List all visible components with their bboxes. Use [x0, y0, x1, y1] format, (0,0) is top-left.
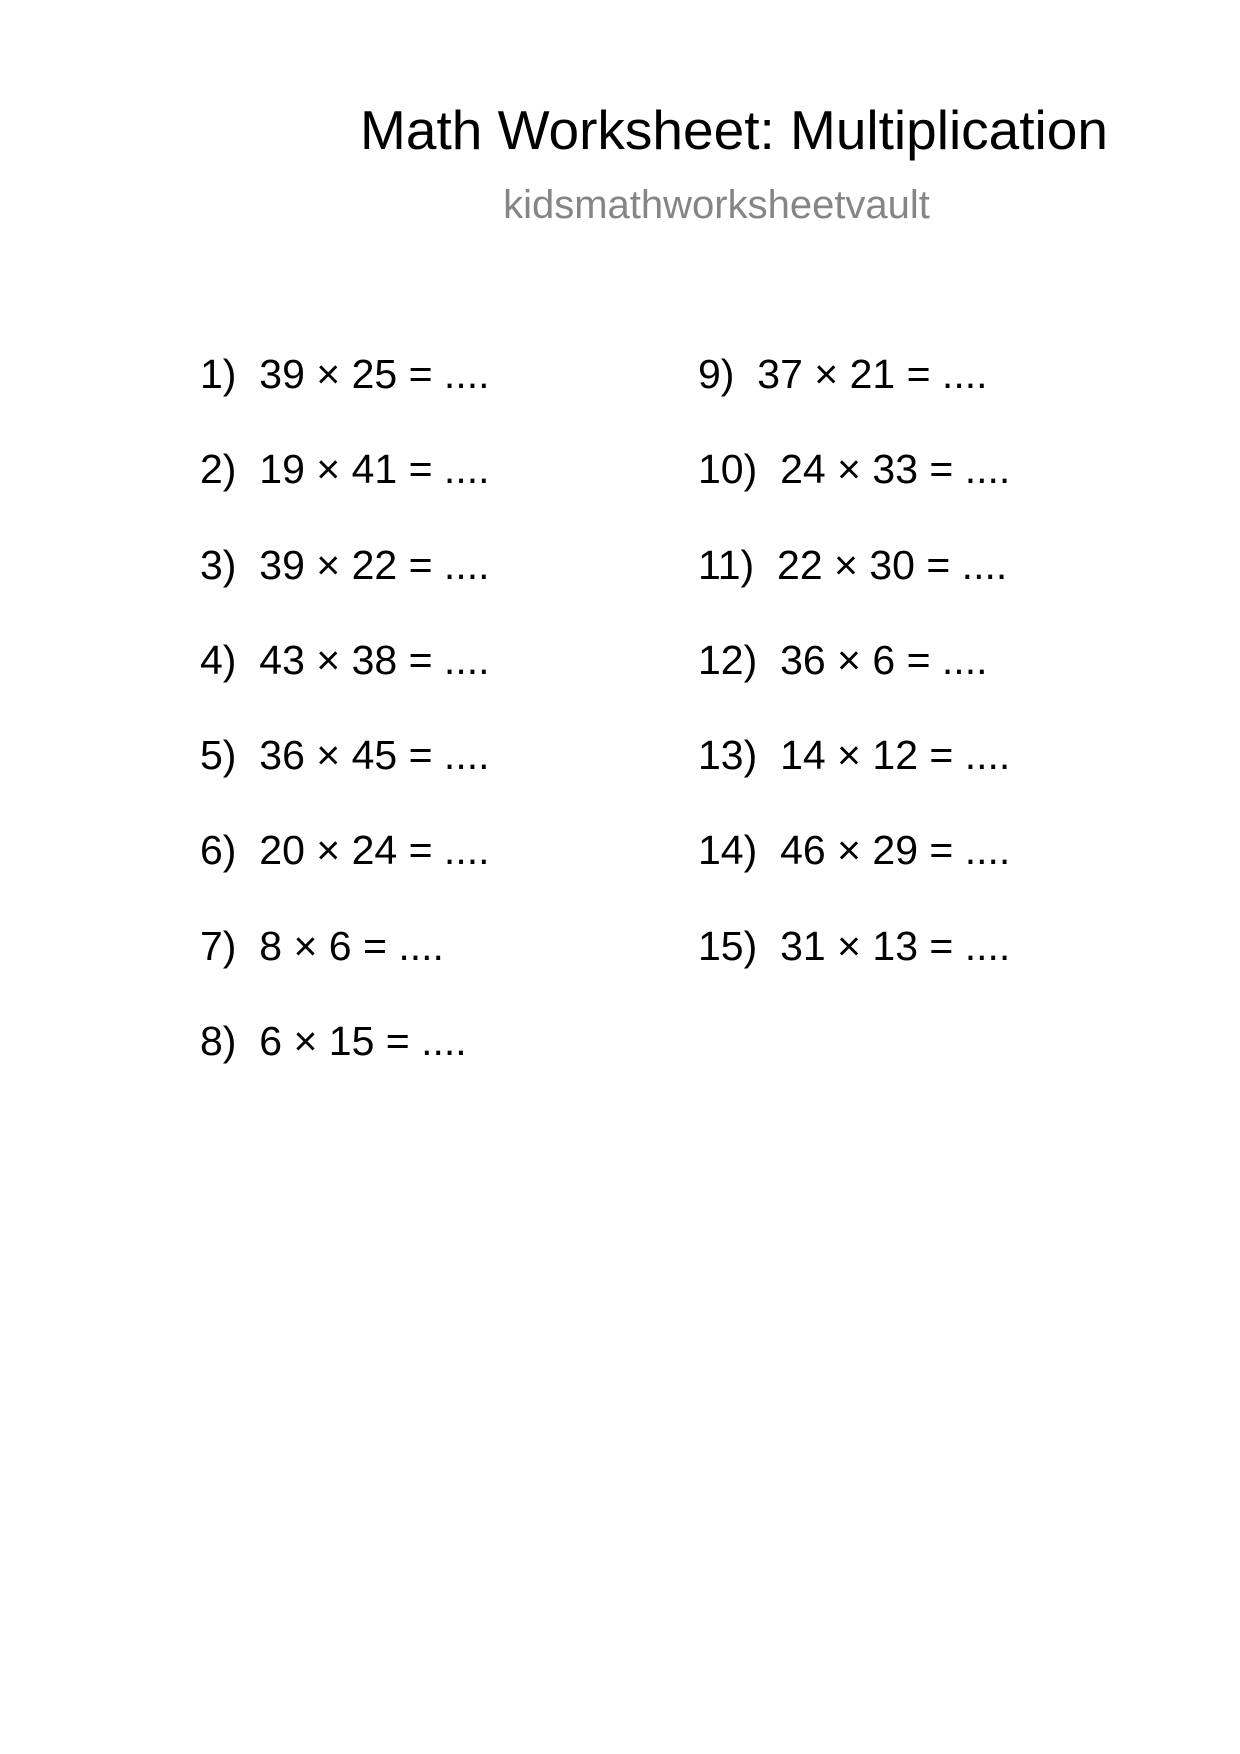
problem-item — [200, 922, 490, 1017]
problem-number: 6) — [200, 827, 237, 874]
problem-item — [698, 826, 1010, 921]
problems-right-column — [698, 350, 1010, 1017]
problem-item — [698, 541, 1010, 636]
problem-number: 9) — [698, 351, 735, 397]
problem-item — [698, 445, 1010, 540]
problem-expression: 39 × 25 = .... — [259, 351, 490, 397]
problem-item — [698, 922, 1010, 1017]
problem-number: 3) — [200, 541, 237, 588]
problem-item — [698, 636, 1010, 731]
problem-number: 7) — [200, 922, 237, 969]
problem-number: 13) — [698, 732, 758, 779]
problem-number: 4) — [200, 636, 237, 683]
problem-expression: 39 × 22 = .... — [259, 541, 490, 588]
problem-expression: 24 × 33 = .... — [780, 446, 1011, 493]
problem-item — [200, 636, 490, 731]
problem-item — [200, 1017, 490, 1112]
problem-number: 11) — [698, 541, 755, 588]
problems-left-column — [200, 350, 490, 1112]
problem-expression: 8 × 6 = .... — [259, 922, 444, 969]
problem-item — [200, 826, 490, 921]
problem-expression: 37 × 21 = .... — [757, 351, 988, 397]
problem-expression: 6 × 15 = .... — [259, 1018, 467, 1065]
problem-expression: 31 × 13 = .... — [780, 922, 1011, 969]
problem-item — [200, 541, 490, 636]
problem-item — [200, 350, 490, 445]
problem-number: 5) — [200, 732, 237, 779]
problem-expression: 19 × 41 = .... — [259, 446, 490, 493]
problem-item — [698, 350, 1010, 445]
problem-number: 8) — [200, 1018, 237, 1065]
problem-item — [200, 445, 490, 540]
problem-item — [698, 731, 1010, 826]
problem-number: 14) — [698, 827, 758, 874]
problem-item — [200, 731, 490, 826]
page-subtitle: kidsmathworksheetvault — [503, 183, 930, 227]
problem-expression: 36 × 45 = .... — [259, 732, 490, 779]
page-title: Math Worksheet: Multiplication — [360, 99, 1108, 161]
problem-expression: 43 × 38 = .... — [259, 636, 490, 683]
problem-expression: 14 × 12 = .... — [780, 732, 1011, 779]
problem-expression: 46 × 29 = .... — [780, 827, 1011, 874]
problem-number: 15) — [698, 922, 758, 969]
problem-expression: 20 × 24 = .... — [259, 827, 490, 874]
problem-number: 12) — [698, 636, 758, 683]
problem-expression: 36 × 6 = .... — [780, 636, 988, 683]
problem-number: 10) — [698, 446, 758, 493]
problem-number: 2) — [200, 446, 237, 493]
problem-expression: 22 × 30 = .... — [777, 541, 1008, 588]
problem-number: 1) — [200, 351, 237, 397]
